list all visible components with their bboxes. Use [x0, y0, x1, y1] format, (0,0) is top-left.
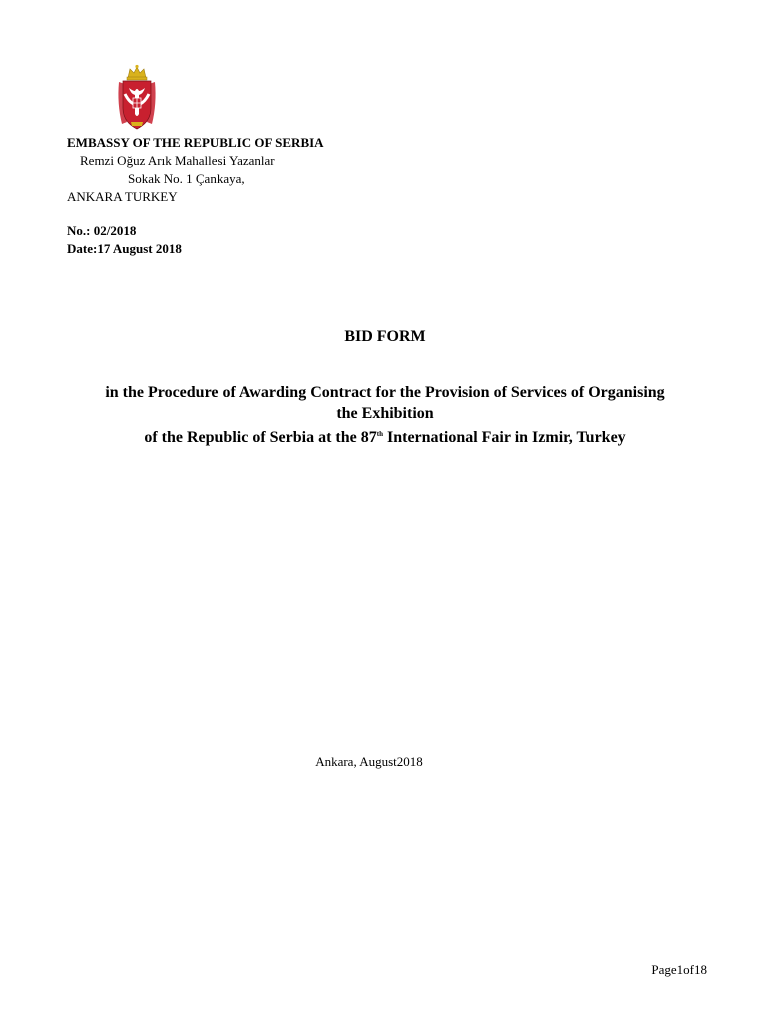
- ordinal-superscript: th: [376, 430, 383, 438]
- address-line-1: Remzi Oğuz Arık Mahallesi Yazanlar: [80, 153, 275, 168]
- reference-number: No.: 02/2018: [67, 223, 137, 238]
- page-number: Page1of18: [651, 962, 707, 977]
- place-and-date: Ankara, August2018: [315, 754, 423, 769]
- address-line-3: ANKARA TURKEY: [67, 189, 178, 204]
- subtitle-line-3: [60, 424, 710, 448]
- subtitle-line-3-post: International Fair in Izmir, Turkey: [382, 429, 626, 446]
- coat-of-arms-emblem: [114, 64, 160, 134]
- document-title: BID FORM: [344, 328, 426, 345]
- embassy-name: EMBASSY OF THE REPUBLIC OF SERBIA: [67, 135, 324, 150]
- document-subtitle: [60, 382, 710, 448]
- subtitle-line-1: in the Procedure of Awarding Contract for the Provision of Services of Organising: [105, 384, 665, 401]
- subtitle-line-2: the Exhibition: [336, 405, 434, 422]
- subtitle-line-3-pre: of the Republic of Serbia at the 87: [144, 429, 377, 446]
- address-line-2: Sokak No. 1 Çankaya,: [128, 171, 245, 186]
- reference-date: Date:17 August 2018: [67, 241, 182, 256]
